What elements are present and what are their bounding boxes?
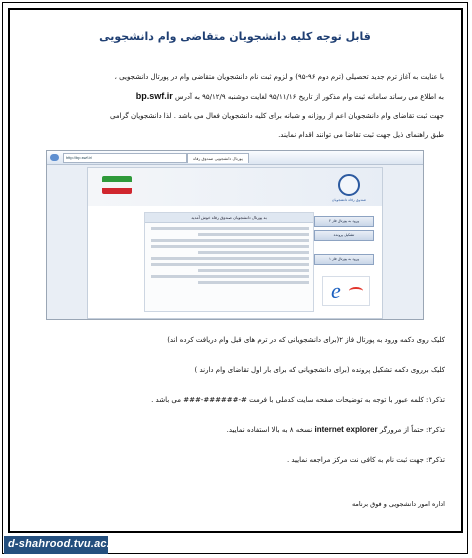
portal-url[interactable]: bp.swf.ir [135,91,173,101]
intro-line-2 [26,87,444,107]
address-bar: http://bp.swf.ir/ [63,153,187,163]
note-3: تذکر۳: جهت ثبت نام به کافی نت مرکز مراجعه نمایید . [286,456,445,464]
portal-screenshot [46,150,424,320]
note-2-after: نسخه ۸ به بالا استفاده نمایید. [226,426,313,434]
intro-line-3: جهت ثبت تقاضای وام دانشجویان اعم از روزانه و شبانه برای کلیه دانشجویان فعال می باشد . لذا دانشجویان گرامی [110,112,444,120]
note-1: تذکر۱: کلمه عبور با توجه به توضیحات صفحه سایت کدملی با فرمت #-######-### می باشد . [151,396,445,404]
site-watermark: d-shahrood.tvu.ac.ir [8,538,118,550]
browser-tab: پورتال دانشجویی صندوق رفاه [187,153,249,163]
welfare-fund-logo-icon [338,174,360,196]
intro-line-4: طبق راهنمای ذیل جهت ثبت تقاضا می توانند اقدام نمایند. [278,131,444,139]
note-2-browser: internet explorer [314,425,378,434]
intro-line-1: با عنایت به آغاز ترم جدید تحصیلی (ترم دوم ۹۶-۹۵) و لزوم ثبت نام دانشجویان متقاضی وام در پورتال دانشجویی ، [114,73,444,81]
iran-flag-icon [102,176,132,194]
instruction-login-phase2: کلیک روی دکمه ورود به پورتال فاز ۲(برای دانشجویانی که در ترم های قبل وام دریافت کرده اند) [167,336,445,344]
page-title: قابل توجه کلیه دانشجویان متقاضی وام دانشجویی [99,30,371,43]
panel-heading: به پورتال دانشجویان صندوق رفاه خوش آمدید [145,213,313,223]
panel-text-lines [151,227,309,287]
back-icon [50,154,59,161]
e-service-logo-icon: e [322,276,370,306]
browser-toolbar [47,151,423,165]
signature: اداره امور دانشجویی و فوق برنامه [351,500,445,508]
welcome-panel [144,212,314,312]
create-file-button: تشکیل پرونده [314,230,374,241]
note-2-before: تذکر۲: حتماً از مرورگر [379,426,445,434]
logo-caption: صندوق رفاه دانشجویان [331,198,366,202]
intro-line-2-text: به اطلاع می رساند سامانه ثبت وام مذکور از تاریخ ۹۵/۱۱/۱۶ لغایت دوشنبه ۹۵/۱۲/۹ به آدرس [174,93,444,101]
portal-phase1-button: ورود به پورتال فاز ۱ [314,254,374,265]
portal-phase2-button: ورود به پورتال فاز ۲ [314,216,374,227]
intro-paragraph [26,68,444,145]
note-2 [30,424,445,436]
portal-page [87,167,383,319]
instruction-create-file: کلیک برروی دکمه تشکیل پرونده (برای دانشجویانی که برای بار اول تقاضای وام دارند ) [194,366,445,374]
